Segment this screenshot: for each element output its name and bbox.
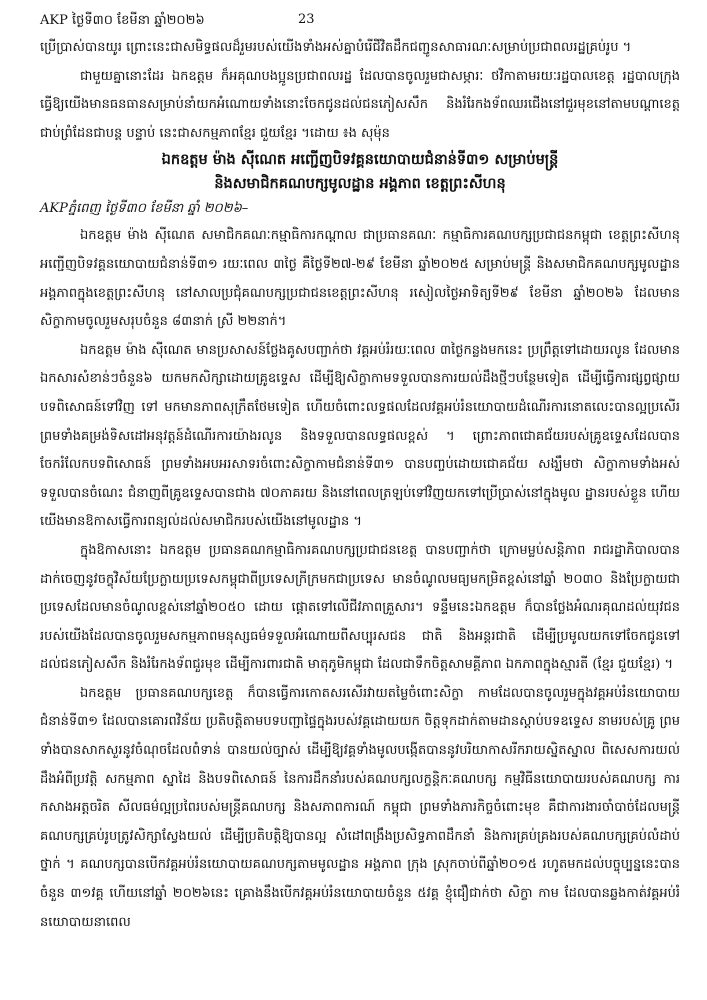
article-body	[40, 34, 680, 937]
page-number: 23	[298, 12, 315, 27]
article-title-line-1: ឯកឧត្ដម ម៉ាង ស៊ីណេត អញ្ជើញបិទវគ្គនយោបាយជំនាន់ទី៣១ សម្រាប់មន្ត្រី	[161, 151, 559, 169]
article-dateline: AKPភ្នំពេញ ថ្ងៃទី៣០ ខែមីនា ឆ្នាំ ២០២៦–	[40, 201, 249, 217]
paragraph-intro: ឯកឧត្ដម ម៉ាង ស៊ីណេត សមាជិកគណៈកម្មាធិការកណ្តាល ជាប្រធានគណៈ កម្មាធិការគណបក្សប្រជាជនកម្ពុជា ខេត្តព្រះសីហនុ អញ្ជើញបិទវគ្គនយោបាយជំនាន់ទី៣១ រយៈពេល ៣ថ្ងៃ គឺថ្ងៃទី២៧-២៩ ខែមីនា ឆ្នាំ២០២៥ សម្រាប់មន្ត្រី និងសមាជិកគណបក្សមូលដ្ឋាន អង្គភាពក្នុងខេត្តព្រះសីហនុ នៅសាលប្រជុំគណបក្សប្រជាជនខេត្តព្រះសីហនុ រសៀលថ្ងៃអាទិត្យទី២៩ ខែមីនា ឆ្នាំ២០២៦ ដែលមានសិក្ខាកាមចូលរួមសរុបចំនួន ៨៣នាក់ ស្រី ២២នាក់។	[40, 228, 680, 330]
paragraph-evaluation: ឯកឧត្ដម ប្រធានគណបក្សខេត្ត ក៏បានធ្វើការកោតសរសើរវាយតម្លៃចំពោះសិក្ខា កាមដែលបានចូលរួមក្នុងវគ្គអប់រំនយោបាយជំនាន់ទី៣១ ដែលបានគោរពវិន័យ ប្រតិបត្តិតាមបទបញ្ជាផ្ទៃក្នុងរបស់វគ្គដោយយក ចិត្តទុកដាក់តាមដានស្ដាប់បទឧទ្ទេស នាមរបស់គ្រូ ព្រមទាំងបានសាកសួរនូវចំណុចដែលពំទាន់ បានយល់ច្បាស់ ដើម្បីឱ្យវគ្គទាំងមូលបង្កើតបាននូវបរិយាកាសរីករាយស្និតស្នាល ពិសេសការយល់ដឹងអំពីប្រវត្តិ សកម្មភាព ស្នាដៃ និងបទពិសោធន៍ នៃការដឹកនាំរបស់គណបក្សលក្ខន្តិកៈគណបក្ស កម្មវិធីនយោបាយរបស់គណបក្ស ការកសាងអត្តចរិត សីលធម៌ល្អប្រពៃរបស់មន្ត្រីគណបក្ស និងសភាពការណ៍ កម្ពុជា ព្រមទាំងភារកិច្ចចំពោះមុខ គឺជាការងារចាំបាច់ដែលមន្ត្រីគណបក្សគ្រប់រូបត្រូវសិក្សាស្វែងយល់ ដើម្បីប្រតិបត្តិឱ្យបានល្អ សំដៅពង្រឹងប្រសិទ្ធភាពដឹកនាំ និងការគ្រប់គ្រងរបស់គណបក្សគ្រប់លំដាប់ថ្នាក់ ។ គណបក្សបានបើកវគ្គអប់រំនយោបាយគណបក្សតាមមូលដ្ឋាន អង្គភាព ក្រុង ស្រុកចាប់ពីឆ្នាំ២០១៥ រហូតមកដល់បច្ចុប្បន្ននេះបានចំនួន ៣១វគ្គ ហើយនៅឆ្នាំ ២០២៦នេះ គ្រោងនឹងបើកវគ្គអប់រំនយោបាយចំនួន ៥វគ្គ ខ្ញុំជឿជាក់ថា សិក្ខា កាម ដែលបានឆ្លងកាត់វគ្គអប់រំនយោបាយនាពេល	[40, 685, 680, 930]
paragraph-previous-article-end: ប្រើប្រាស់បានយូរ ព្រោះនេះជាសមិទ្ធផលដ៏រួមរបស់យើងទាំងអស់គ្នាបំរើជីវិតដឹកជញ្ជូនសាធារណៈសម្រាប់ប្រជាពលរដ្ឋគ្រប់រូប ។	[40, 40, 632, 55]
article-title-line-2: និងសមាជិកគណបក្សមូលដ្ឋាន អង្គភាព ខេត្តព្រះសីហនុ	[214, 175, 506, 193]
paragraph-vision: ក្នុងឱកាសនោះ ឯកឧត្ដម ប្រធានគណកម្មាធិការគណបក្សប្រជាជនខេត្ត បានបញ្ជាក់ថា ក្រោមម្លប់សន្តិភាព រាជរដ្ឋាភិបាលបានដាក់ចេញនូវចក្ខុវិស័យប្រែក្លាយប្រទេសកម្ពុជាពីប្រទេសក្រីក្រមកជាប្រទេស មានចំណូលមធ្យមកម្រិតខ្ពស់នៅឆ្នាំ ២០៣០ និងប្រែក្លាយជាប្រទេសដែលមានចំណូលខ្ពស់នៅឆ្នាំ២០៥០ ដោយ ផ្ដោតទៅលើជីវភាពគ្រួសារ។ ទន្ទឹមនេះឯកឧត្ដម ក៏បានថ្លែងអំណរគុណដល់យុវជនរបស់យើងដែលបានចូលរួមសកម្មភាពមនុស្សធម៌ទទួលអំណោយពីសប្បុរសជន ជាតិ និងអន្តរជាតិ ដើម្បីប្រមូលយកទៅចែកជូនទៅដល់ជនភៀសសឹក និងរំរែកងទ័ពជួរមុខ ដើម្បីការពារជាតិ មាតុភូមិកម្ពុជា ដែលជាទឹកចិត្តសាមគ្គីភាព ឯកភាពក្នុងស្មារតី (ខ្មែរ ជួយខ្មែរ) ។	[40, 542, 680, 673]
page-header	[40, 12, 680, 32]
header-date: AKP ថ្ងៃទី៣០ ខែមីនា ឆ្នាំ២០២៦	[40, 13, 205, 28]
paragraph-thanks: ជាមួយគ្នានោះដែរ ឯកឧត្តម ក៏អគុណបងប្អូនប្រជាពលរដ្ឋ ដែលបានចូលរួមជាសម្ភារៈ ថវិកាតាមរយៈរដ្ឋបាលខេត្ត រដ្ឋបាលក្រុង ធ្វើឱ្យយើងមានធនធានសម្រាប់នាំយកអំណោយទាំងនោះចែកជូនដល់ជនភៀសសឹក និងរំរែកងទ័ពឈរជើងនៅជួរមុខនៅតាមបណ្ដាខេត្តជាប់ព្រំដែនជាបន្ដ បន្ទាប់ នេះជាសកម្មភាពខ្មែរ ជួយខ្មែរ ។ដោយ ៖ង សុម៉ុន	[40, 68, 680, 141]
paragraph-course-summary: ឯកឧត្ដម ម៉ាង ស៊ីណេត មានប្រសាសន៍ថ្លែងគូសបញ្ជាក់ថា វគ្គអប់រំរយៈពេល ៣ថ្ងៃកន្លងមកនេះ ប្រព្រឹត្តទៅដោយរលូន ដែលមានឯកសារសំខាន់ៗចំនួន៦ យកមកសិក្សាដោយគ្រូឧទ្ទេស ដើម្បីឱ្យសិក្ខាកាមទទួលបានការយល់ដឹងថ្មីៗបន្ថែមទៀត ដើម្បីធ្វើការផ្សព្វផ្សាយបទពិសោធន៍ទៅវិញ ទៅ មកមានភាពសុក្រឹតថែមទៀត ហើយចំពោះលទ្ធផលដែលវគ្គអប់រំនយោបាយដំណើរការនោតលេះបានល្អប្រសើរ ព្រមទាំងគម្រង់ទិសដៅអនុវត្តន៍ដំណើរការយ៉ាងរលូន និងទទួលបានលទ្ធផលខ្ពស់ ។ ព្រោះភាពជោគជ័យរបស់គ្រូឧទ្ទេសដែលបានចែករំលែកបទពិសោធន៍ ព្រមទាំងអបអរសាទរចំពោះសិក្ខាកាមជំនាន់ទី៣១ បានបញ្ចប់ដោយជោគជ័យ សង្ឃឹមថា សិក្ខាកាមទាំងអស់ទទួលបានចំណេះ ជំនាញពីគ្រូឧទ្ទេសបានជាង ៧០ភាគរយ និងនៅពេលត្រឡប់ទៅវិញយកទៅប្រើប្រាស់នៅក្នុងមូល ដ្ឋានរបស់ខ្លួន ហើយយើងមានឱកាសធ្វើការពន្យល់ដល់សមាជិករបស់យើងនៅមូលដ្ឋាន ។	[40, 342, 680, 530]
